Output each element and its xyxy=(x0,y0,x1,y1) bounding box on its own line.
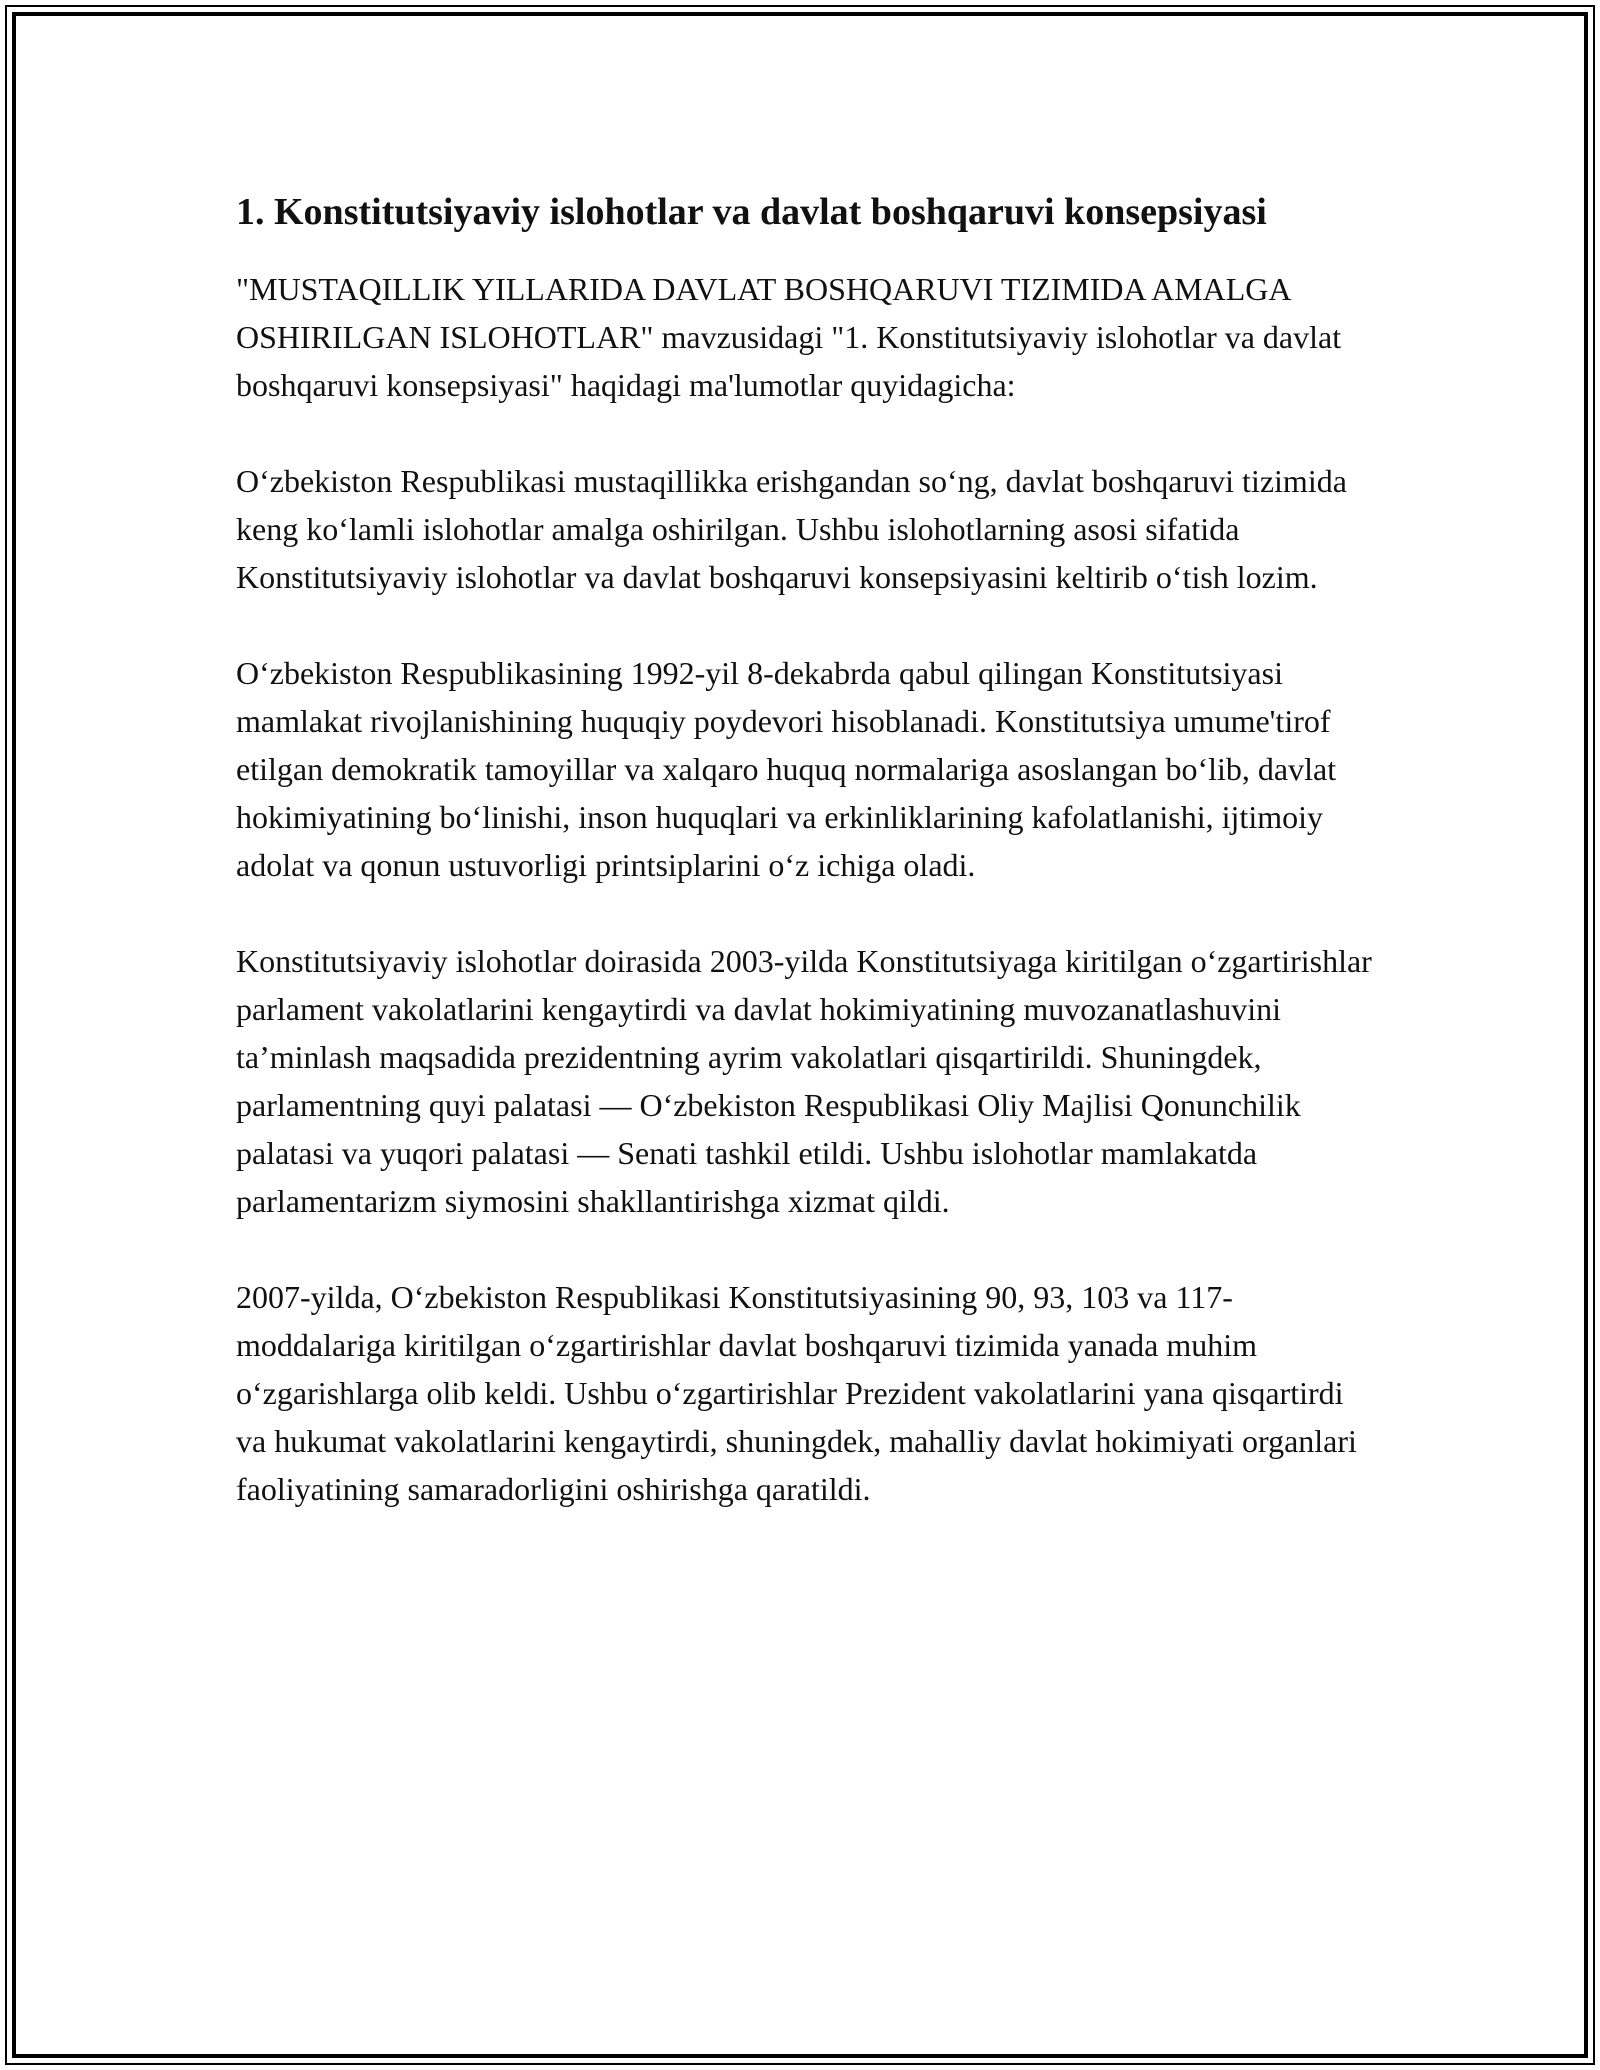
document-title: 1. Konstitutsiyaviy islohotlar va davlat boshqaruvi konsepsiyasi xyxy=(236,191,1267,233)
intro-paragraph: "MUSTAQILLIK YILLARIDA DAVLAT BOSHQARUVI TIZIMIDA AMALGA OSHIRILGAN ISLOHOTLAR" mavzusidagi "1. Konstitutsiyaviy islohotlar va davlat boshqaruvi konsepsiyasi" haqidagi ma'lumotlar quyidagicha: xyxy=(236,271,1342,403)
document-body xyxy=(236,186,1376,1561)
paragraph-reforms-overview: O‘zbekiston Respublikasi mustaqillikka erishgandan so‘ng, davlat boshqaruvi tizimida keng ko‘lamli islohotlar amalga oshirilgan. Ushbu islohotlarning asosi sifatida Konstitutsiyaviy islohotlar va davlat boshqaruvi konsepsiyasini keltirib o‘tish lozim. xyxy=(236,463,1347,595)
paragraph-constitution-1992: O‘zbekiston Respublikasining 1992-yil 8-dekabrda qabul qilingan Konstitutsiyasi mamlakat rivojlanishining huquqiy poydevori hisoblanadi. Konstitutsiya umume'tirof etilgan demokratik tamoyillar va xalqaro huquq normalariga asoslangan bo‘lib, davlat hokimiyatining bo‘linishi, inson huquqlari va erkinliklarining kafolatlanishi, ijtimoiy adolat va qonun ustuvorligi printsiplarini o‘z ichiga oladi. xyxy=(236,655,1337,883)
paragraph-amendments-2007: 2007-yilda, O‘zbekiston Respublikasi Konstitutsiyasining 90, 93, 103 va 117-moddalariga kiritilgan o‘zgartirishlar davlat boshqaruvi tizimida yanada muhim o‘zgarishlarga olib keldi. Ushbu o‘zgartirishlar Prezident vakolatlarini yana qisqartirdi va hukumat vakolatlarini kengaytirdi, shuningdek, mahalliy davlat hokimiyati organlari faoliyatining samaradorligini oshirishga qaratildi. xyxy=(236,1279,1357,1507)
paragraph-reforms-2003: Konstitutsiyaviy islohotlar doirasida 2003-yilda Konstitutsiyaga kiritilgan o‘zgartirishlar parlament vakolatlarini kengaytirdi va davlat hokimiyatining muvozanatlashuvini ta’minlash maqsadida prezidentning ayrim vakolatlari qisqartirildi. Shuningdek, parlamentning quyi palatasi — O‘zbekiston Respublikasi Oliy Majlisi Qonunchilik palatasi va yuqori palatasi — Senati tashkil etildi. Ushbu islohotlar mamlakatda parlamentarizm siymosini shakllantirishga xizmat qildi. xyxy=(236,943,1372,1219)
